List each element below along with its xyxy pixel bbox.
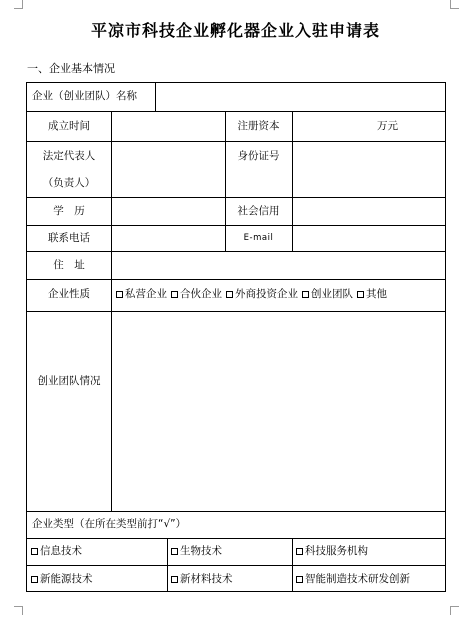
legal-representative-label: 法定代表人 <box>42 150 96 162</box>
enterprise-nature-options <box>116 287 391 301</box>
row-divider <box>27 565 445 566</box>
email-field[interactable] <box>293 226 445 251</box>
nature-option[interactable]: 私营企业 <box>116 287 167 301</box>
checkbox[interactable] <box>296 576 303 583</box>
type-option[interactable]: 科技服务机构 <box>296 544 368 558</box>
nature-option[interactable]: 其他 <box>357 287 387 301</box>
checkbox[interactable] <box>302 291 309 298</box>
email-label: E-mail <box>243 233 274 243</box>
type-option[interactable]: 新材料技术 <box>171 572 233 586</box>
address-label: 住 址 <box>53 259 85 271</box>
address-field[interactable] <box>112 252 445 279</box>
checkbox[interactable] <box>171 291 178 298</box>
checkbox[interactable] <box>31 576 38 583</box>
page-corner-mark <box>14 606 23 615</box>
nature-option[interactable]: 外商投资企业 <box>226 287 298 301</box>
contact-phone-field[interactable] <box>112 226 224 251</box>
form-title: 平凉市科技企业孵化器企业入驻申请表 <box>90 21 380 40</box>
enterprise-name-label: 企业（创业团队）名称 <box>32 90 137 102</box>
type-option[interactable]: 智能制造技术研发创新 <box>296 572 410 586</box>
social-credit-field[interactable] <box>293 198 445 225</box>
contact-phone-label: 联系电话 <box>48 232 90 244</box>
legal-representative-field[interactable] <box>112 142 224 197</box>
application-form-table <box>26 82 446 592</box>
section-heading: 一、企业基本情况 <box>27 62 115 75</box>
team-info-label: 创业团队情况 <box>37 375 101 387</box>
checkbox[interactable] <box>31 548 38 555</box>
row-divider <box>27 279 445 280</box>
education-field[interactable] <box>112 198 224 225</box>
column-divider <box>167 538 168 592</box>
enterprise-nature-label: 企业性质 <box>48 288 90 300</box>
page-corner-mark <box>450 0 459 9</box>
type-option[interactable]: 新能源技术 <box>31 572 93 586</box>
team-info-field[interactable] <box>112 312 445 511</box>
column-divider <box>292 538 293 592</box>
checkbox[interactable] <box>226 291 233 298</box>
registered-capital-field[interactable] <box>293 112 445 140</box>
row-divider <box>27 511 445 512</box>
nature-option[interactable]: 创业团队 <box>302 287 353 301</box>
legal-representative-sublabel: （负责人） <box>42 177 96 189</box>
id-number-field[interactable] <box>293 142 445 197</box>
nature-option[interactable]: 合伙企业 <box>171 287 222 301</box>
checkbox[interactable] <box>296 548 303 555</box>
established-time-field[interactable] <box>112 112 224 140</box>
page-corner-mark <box>450 606 459 615</box>
checkbox[interactable] <box>171 576 178 583</box>
enterprise-name-field[interactable] <box>156 84 444 110</box>
registered-capital-label: 注册资本 <box>237 120 280 132</box>
checkbox[interactable] <box>116 291 123 298</box>
checkbox[interactable] <box>171 548 178 555</box>
type-option[interactable]: 信息技术 <box>31 544 82 558</box>
page-corner-mark <box>14 0 23 9</box>
type-option[interactable]: 生物技术 <box>171 544 222 558</box>
established-time-label: 成立时间 <box>48 120 90 132</box>
checkbox[interactable] <box>357 291 364 298</box>
social-credit-label: 社会信用 <box>237 205 280 217</box>
enterprise-type-label: 企业类型（在所在类型前打“√”） <box>32 518 187 530</box>
row-divider <box>27 538 445 539</box>
capital-unit: 万元 <box>377 120 398 132</box>
id-number-label: 身份证号 <box>237 150 280 162</box>
education-label: 学 历 <box>53 205 85 217</box>
